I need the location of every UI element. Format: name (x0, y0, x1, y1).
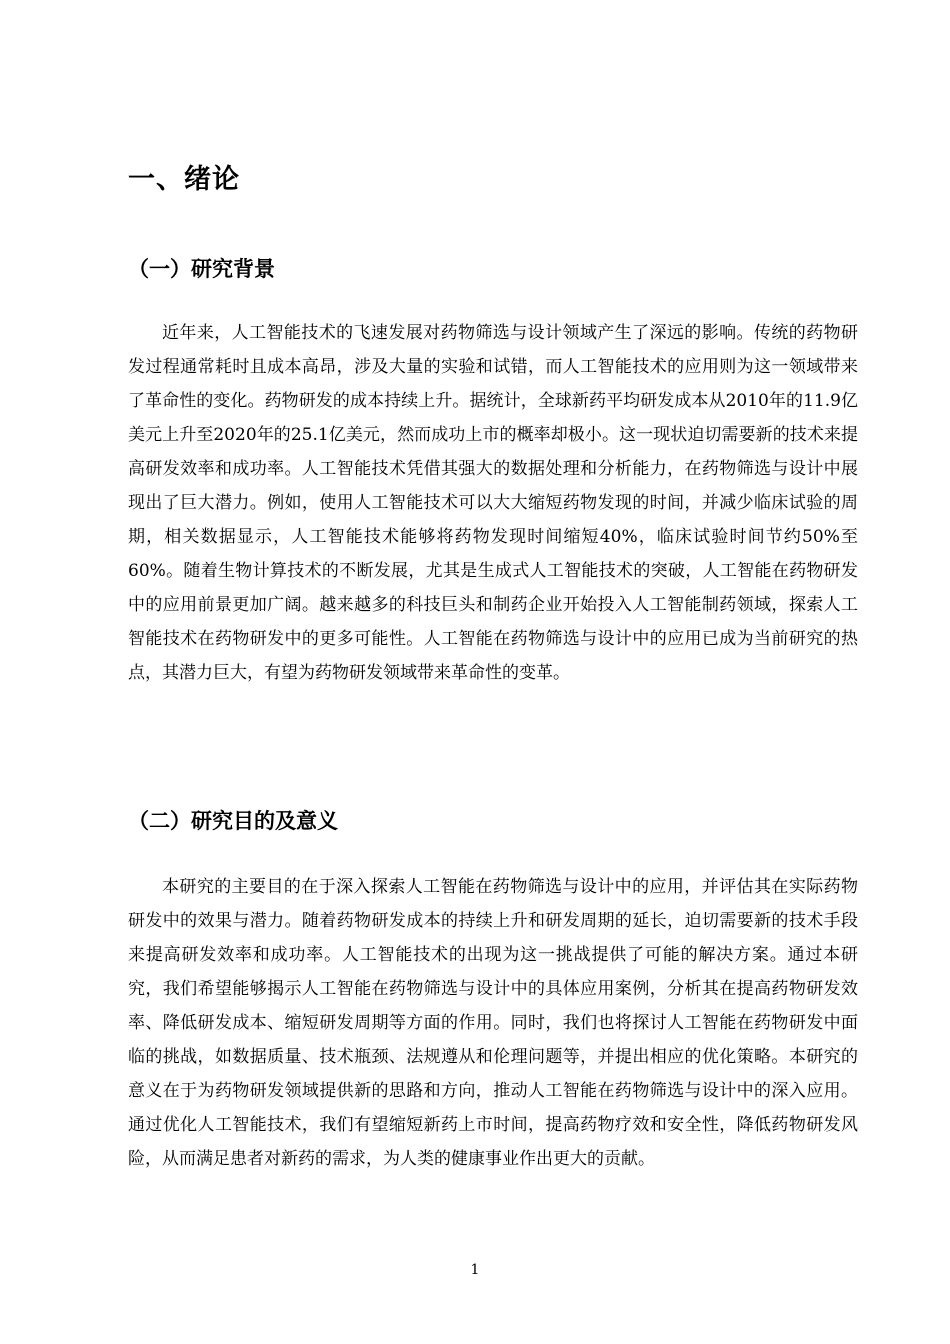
chapter-title: 一、绪论 (128, 164, 240, 195)
page-number: 1 (470, 1262, 480, 1278)
section-title-background: （一）研究背景 (128, 257, 275, 281)
section-paragraph-purpose: 本研究的主要目的在于深入探索人工智能在药物筛选与设计中的应用，并评估其在实际药物研发中的效果与潜力。随着药物研发成本的持续上升和研发周期的延长，迫切需要新的技术手段来提高研发效率和成功率。人工智能技术的出现为这一挑战提供了可能的解决方案。通过本研究，我们希望能够揭示人工智能在药物筛选与设计中的具体应用案例，分析其在提高药物研发效率、降低研发成本、缩短研发周期等方面的作用。同时，我们也将探讨人工智能在药物研发中面临的挑战，如数据质量、技术瓶颈、法规遵从和伦理问题等，并提出相应的优化策略。本研究的意义在于为药物研发领域提供新的思路和方向，推动人工智能在药物筛选与设计中的深入应用。通过优化人工智能技术，我们有望缩短新药上市时间，提高药物疗效和安全性，降低药物研发风险，从而满足患者对新药的需求，为人类的健康事业作出更大的贡献。 (128, 877, 858, 1169)
section-title-purpose: （二）研究目的及意义 (128, 809, 338, 833)
section-paragraph-background: 近年来，人工智能技术的飞速发展对药物筛选与设计领域产生了深远的影响。传统的药物研发过程通常耗时且成本高昂，涉及大量的实验和试错，而人工智能技术的应用则为这一领域带来了革命性的变化。药物研发的成本持续上升。据统计，全球新药平均研发成本从2010年的11.9亿美元上升至2020年的25.1亿美元，然而成功上市的概率却极小。这一现状迫切需要新的技术来提高研发效率和成功率。人工智能技术凭借其强大的数据处理和分析能力，在药物筛选与设计中展现出了巨大潜力。例如，使用人工智能技术可以大大缩短药物发现的时间，并减少临床试验的周期，相关数据显示，人工智能技术能够将药物发现时间缩短40%，临床试验时间节约50%至60%。随着生物计算技术的不断发展，尤其是生成式人工智能技术的突破，人工智能在药物研发中的应用前景更加广阔。越来越多的科技巨头和制药企业开始投入人工智能制药领域，探索人工智能技术在药物研发中的更多可能性。人工智能在药物筛选与设计中的应用已成为当前研究的热点，其潜力巨大，有望为药物研发领域带来革命性的变革。 (128, 323, 858, 683)
